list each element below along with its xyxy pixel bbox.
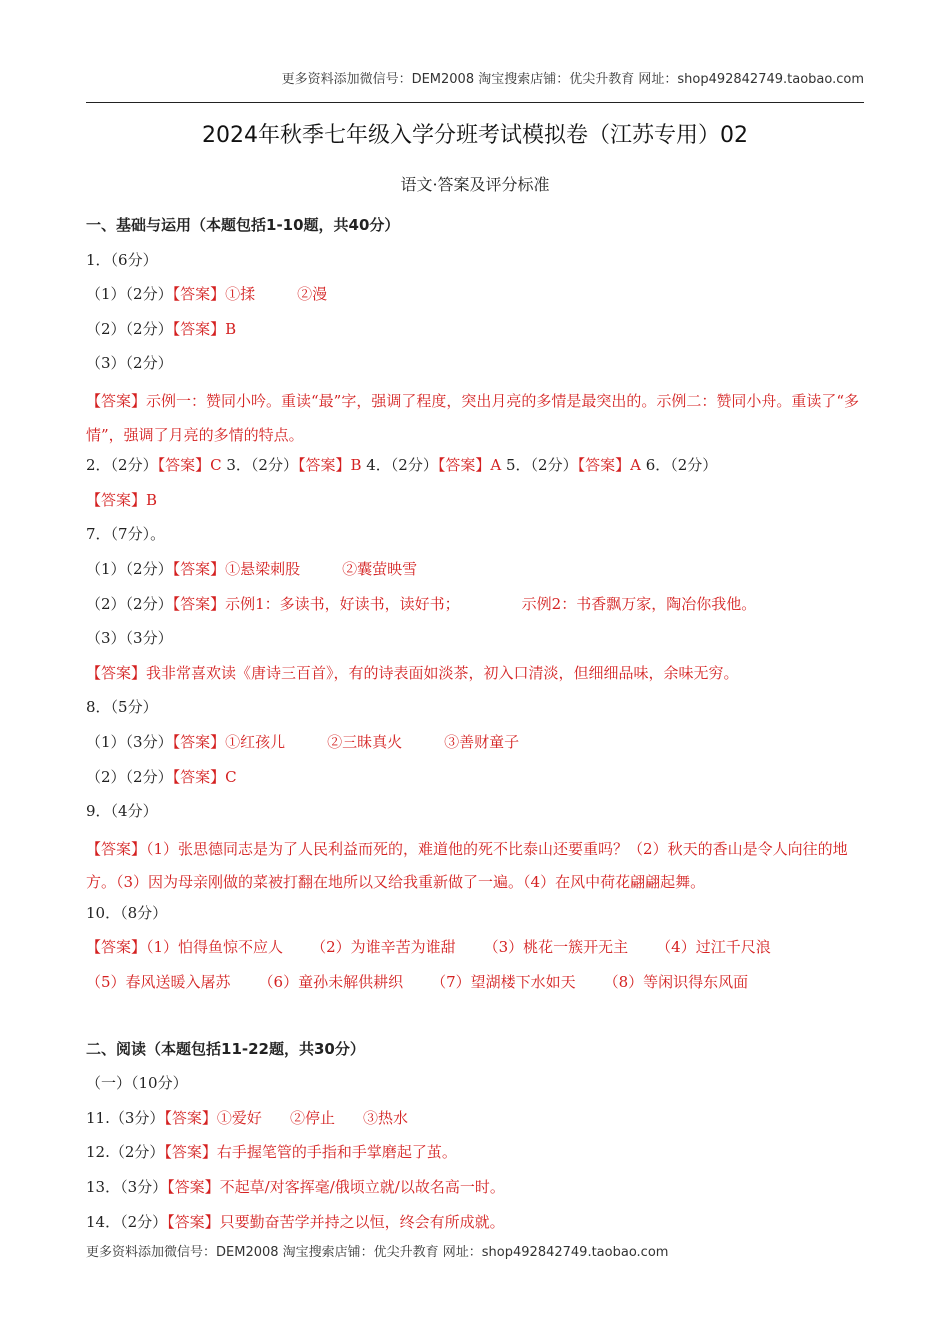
answer-tag: 【答案】 bbox=[86, 490, 147, 509]
answer-value: B bbox=[350, 456, 362, 475]
question-7-1 bbox=[86, 556, 866, 591]
answer-value: ③善财童子 bbox=[444, 732, 520, 751]
answer-tag: 【答案】 bbox=[297, 456, 351, 475]
question-8: 8．（5分） bbox=[86, 698, 158, 717]
answer-value: B bbox=[225, 319, 237, 338]
answer-tag: 【答案】 bbox=[172, 594, 226, 613]
question-10-answers-a bbox=[86, 934, 866, 969]
page-title: 2024年秋季七年级入学分班考试模拟卷（江苏专用）02 bbox=[202, 123, 748, 148]
answer-value: 示例2：书香飘万家，陶冶你我他。 bbox=[521, 594, 757, 613]
question-14 bbox=[86, 1209, 866, 1244]
sub-label: （2）（2分） bbox=[86, 319, 173, 338]
sub-label: （2）（2分） bbox=[86, 594, 173, 613]
question-9: 9．（4分） bbox=[86, 802, 158, 821]
answer-value: 不起草/对客挥毫/俄顷立就/以故名高一时。 bbox=[219, 1178, 505, 1197]
answer-tag: 【答案】 bbox=[167, 1178, 220, 1197]
answer-paragraph: 【答案】我非常喜欢读《唐诗三百首》，有的诗表面如淡茶，初入口清淡，但细细品味，余味无穷。 bbox=[86, 663, 739, 682]
sub-label: （1）（3分） bbox=[86, 732, 173, 751]
answer-content bbox=[86, 212, 866, 1243]
answer-tag: 【答案】 bbox=[437, 456, 491, 475]
section-spacer bbox=[86, 1004, 866, 1036]
answer-value: ②漫 bbox=[297, 285, 328, 304]
question-7-3: （3）（3分） bbox=[86, 629, 173, 648]
header-divider bbox=[86, 102, 864, 103]
answer-value: （2）为谁辛苦为谁甜 bbox=[311, 938, 456, 957]
sub-label: （1）（2分） bbox=[86, 559, 173, 578]
answer-tag: 【答案】 bbox=[164, 1108, 217, 1127]
question-label: 12.（2分） bbox=[86, 1143, 165, 1162]
question-7: 7．（7分）。 bbox=[86, 525, 166, 544]
answer-value: ③热水 bbox=[362, 1108, 408, 1127]
answer-value: A bbox=[630, 456, 641, 475]
section-heading-2: 二、阅读（本题包括11-22题，共30分） bbox=[86, 1039, 365, 1058]
question-13 bbox=[86, 1174, 866, 1209]
answer-tag: 【答案】 bbox=[172, 767, 226, 786]
question-1-1 bbox=[86, 281, 866, 316]
question-label: 2．（2分） bbox=[86, 456, 158, 475]
answer-value: B bbox=[146, 490, 158, 509]
sub-label: （1）（2分） bbox=[86, 285, 173, 304]
question-6-answer bbox=[86, 487, 866, 522]
question-11 bbox=[86, 1105, 866, 1140]
question-10-answers-b bbox=[86, 969, 866, 1004]
answer-value: ①红孩儿 bbox=[225, 732, 286, 751]
question-1: 1．（6分） bbox=[86, 250, 158, 269]
question-1-3: （3）（2分） bbox=[86, 354, 173, 373]
page-subtitle: 语文·答案及评分标准 bbox=[400, 175, 550, 194]
answer-tag: 【答案】 bbox=[172, 559, 226, 578]
answer-value: C bbox=[210, 456, 222, 475]
page-header: 更多资料添加微信号：DEM2008 淘宝搜索店铺：优尖升教育 网址：shop492842749.taobao.com bbox=[281, 72, 864, 87]
answer-value: ①揉 bbox=[225, 285, 256, 304]
answer-value: ②停止 bbox=[289, 1108, 335, 1127]
answer-value: 只要勤奋苦学并持之以恒，终会有所成就。 bbox=[219, 1212, 505, 1231]
question-8-2 bbox=[86, 764, 866, 799]
sub-label: （2）（2分） bbox=[86, 767, 173, 786]
question-label: 5．（2分） bbox=[501, 456, 578, 475]
answer-tag: 【答案】 bbox=[86, 938, 147, 957]
questions-2-6 bbox=[86, 452, 866, 487]
question-label: 14．（2分） bbox=[86, 1212, 168, 1231]
answer-value: ②三昧真火 bbox=[327, 732, 403, 751]
answer-value: ②囊萤映雪 bbox=[342, 559, 418, 578]
question-12 bbox=[86, 1139, 866, 1174]
answer-tag: 【答案】 bbox=[167, 1212, 220, 1231]
answer-value: （7）望湖楼下水如天 bbox=[431, 973, 576, 992]
answer-value: ①爱好 bbox=[216, 1108, 262, 1127]
answer-value: （5）春风送暖入屠苏 bbox=[86, 973, 231, 992]
part-1-label: （一）（10分） bbox=[86, 1074, 188, 1093]
answer-value: （1）怕得鱼惊不应人 bbox=[146, 938, 284, 957]
question-label: 11.（3分） bbox=[86, 1108, 165, 1127]
answer-value: A bbox=[490, 456, 502, 475]
section-heading-1: 一、基础与运用（本题包括1-10题，共40分） bbox=[86, 216, 400, 234]
question-10: 10．（8分） bbox=[86, 903, 168, 922]
question-label: 4．（2分） bbox=[361, 456, 438, 475]
question-label: 6．（2分） bbox=[640, 456, 718, 475]
answer-value: （3）桃花一簇开无主 bbox=[483, 938, 629, 957]
answer-tag: 【答案】 bbox=[172, 319, 226, 338]
answer-paragraph: 【答案】（1）张思德同志是为了人民利益而死的，难道他的死不比泰山还要重吗？（2）秋天的香山是令人向往的地方。（3）因为母亲刚做的菜被打翻在地所以又给我重新做了一遍。（4）在风中荷花翩翩起舞。 bbox=[86, 839, 848, 892]
answer-value: ①悬梁刺股 bbox=[225, 559, 301, 578]
answer-value: 示例1：多读书，好读书，读好书； bbox=[225, 594, 460, 613]
answer-tag: 【答案】 bbox=[157, 456, 211, 475]
question-1-2 bbox=[86, 316, 866, 351]
answer-paragraph: 【答案】示例一：赞同小吟。重读“最”字，强调了程度，突出月亮的多情是最突出的。示例二：赞同小舟。重读了“多情”，强调了月亮的多情的特点。 bbox=[86, 391, 860, 444]
answer-value: （8）等闲识得东风面 bbox=[603, 973, 749, 992]
answer-value: （6）童孙未解供耕织 bbox=[258, 973, 404, 992]
answer-tag: 【答案】 bbox=[172, 285, 226, 304]
question-7-2 bbox=[86, 591, 866, 626]
question-label: 13．（3分） bbox=[86, 1178, 168, 1197]
answer-value: 右手握笔管的手指和手掌磨起了茧。 bbox=[216, 1143, 457, 1162]
answer-tag: 【答案】 bbox=[172, 732, 226, 751]
answer-tag: 【答案】 bbox=[164, 1143, 217, 1162]
answer-tag: 【答案】 bbox=[577, 456, 631, 475]
answer-value: C bbox=[225, 767, 237, 786]
page-footer: 更多资料添加微信号：DEM2008 淘宝搜索店铺：优尖升教育 网址：shop492842749.taobao.com bbox=[86, 1245, 669, 1260]
answer-value: （4）过江千尺浪 bbox=[656, 938, 771, 957]
question-8-1 bbox=[86, 729, 866, 764]
question-label: 3．（2分） bbox=[221, 456, 298, 475]
